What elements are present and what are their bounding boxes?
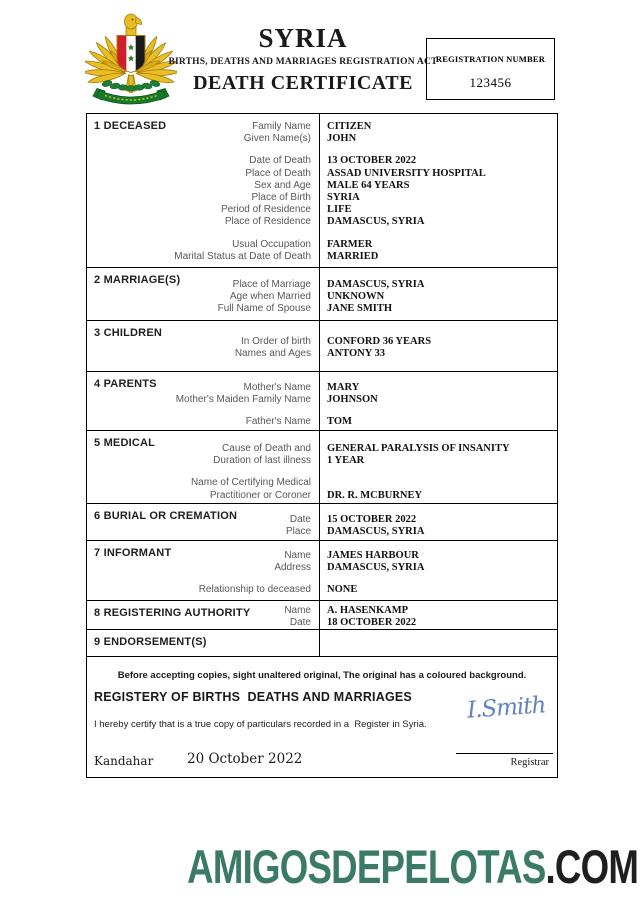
field-value: ASSAD UNIVERSITY HOSPITAL <box>327 167 486 179</box>
section-lines <box>87 336 557 360</box>
field-row <box>87 180 557 192</box>
field-row <box>87 303 557 315</box>
field-value <box>319 477 557 489</box>
section-title: 9 ENDORSEMENT(S) <box>94 636 207 648</box>
field-value: LIFE <box>327 204 352 216</box>
field-label: Period of Residence <box>220 204 311 216</box>
field-label: Usual Occupation <box>232 238 311 250</box>
field-value: JAMES HARBOUR <box>327 550 419 561</box>
field-value: SYRIA <box>327 192 360 204</box>
field-row <box>87 443 557 455</box>
field-label: Place of Death <box>245 167 311 179</box>
certificate-section <box>87 431 557 504</box>
field-row <box>87 168 557 180</box>
field-value: DAMASCUS, SYRIA <box>327 562 425 574</box>
field-label: Place of Marriage <box>232 279 311 290</box>
registrar-label: Registrar <box>510 757 549 768</box>
certificate-section <box>87 268 557 321</box>
document-title: DEATH CERTIFICATE <box>193 72 413 94</box>
field-value: GENERAL PARALYSIS OF INSANITY <box>327 443 510 454</box>
watermark <box>187 840 638 893</box>
field-row <box>87 382 557 394</box>
field-value: 13 OCTOBER 2022 <box>327 155 417 167</box>
field-value: TOM <box>327 416 352 428</box>
field-row <box>87 526 557 538</box>
field-row <box>87 416 557 428</box>
registration-number-label: REGISTRATION NUMBER <box>435 54 546 64</box>
field-value: JOHN <box>327 133 357 145</box>
field-row <box>87 204 557 216</box>
field-row <box>87 477 557 489</box>
certificate-section <box>87 601 557 630</box>
field-value: 1 YEAR <box>327 455 365 467</box>
field-value: 15 OCTOBER 2022 <box>327 514 417 525</box>
field-row <box>87 251 557 263</box>
field-value: JOHNSON <box>327 394 378 406</box>
field-value: A. HASENKAMP <box>327 605 409 616</box>
field-value: FARMER <box>327 238 373 250</box>
field-label: Date <box>289 617 311 629</box>
registration-number-box <box>426 38 555 100</box>
certificate-section <box>87 321 557 372</box>
field-value: DAMASCUS, SYRIA <box>327 279 425 290</box>
field-label: Place of Birth <box>251 192 311 204</box>
field-label: In Order of birth <box>240 336 311 347</box>
field-value: JANE SMITH <box>327 303 393 315</box>
section-title: 2 MARRIAGE(S) <box>94 274 181 286</box>
field-label: Name <box>284 605 311 616</box>
field-label: Name <box>284 550 311 561</box>
field-label: Full Name of Spouse <box>217 303 311 315</box>
field-label: Given Name(s) <box>243 133 311 145</box>
field-label: Cause of Death and <box>222 443 311 454</box>
certificate-section <box>87 504 557 541</box>
issue-place: Kandahar <box>94 754 154 768</box>
field-value: DAMASCUS, SYRIA <box>327 526 425 538</box>
certify-text: I hereby certify that is a true copy of particulars recorded in a Register in Syria. <box>94 719 427 730</box>
registrar-signature: I.Smith <box>465 692 546 724</box>
field-label: Age when Married <box>229 291 311 303</box>
field-label: Mother's Maiden Family Name <box>175 394 311 406</box>
field-label: Family Name <box>252 121 311 132</box>
section-title: 3 CHILDREN <box>94 327 163 339</box>
field-value: DAMASCUS, SYRIA <box>327 216 425 228</box>
footer-box <box>86 657 558 778</box>
section-title: 5 MEDICAL <box>94 437 156 449</box>
registration-number-value: 123456 <box>469 75 512 90</box>
certificate-section <box>87 372 557 431</box>
field-spacer <box>87 574 557 584</box>
field-value: MARRIED <box>327 250 379 262</box>
field-spacer <box>87 229 557 239</box>
field-row <box>87 348 557 360</box>
field-value: 18 OCTOBER 2022 <box>327 617 417 629</box>
field-value: CONFORD 36 YEARS <box>327 336 432 347</box>
field-value: CITIZEN <box>327 121 372 132</box>
field-row <box>87 562 557 574</box>
field-label: Name of Certifying Medical <box>190 477 311 489</box>
field-row <box>87 192 557 204</box>
certificate-table <box>86 113 558 657</box>
field-value: NONE <box>327 584 358 596</box>
field-label: Father's Name <box>245 416 311 428</box>
copy-notice: Before accepting copies, sight unaltered original, The original has a coloured background. <box>117 670 527 681</box>
certificate-section <box>87 630 557 656</box>
section-lines <box>87 121 557 263</box>
field-row <box>87 584 557 596</box>
field-row <box>87 455 557 467</box>
section-title: 4 PARENTS <box>94 378 157 390</box>
certificate-section <box>87 114 557 268</box>
field-row <box>87 133 557 145</box>
certificate-section <box>87 541 557 601</box>
section-lines <box>87 382 557 429</box>
field-spacer <box>87 467 557 477</box>
act-subtitle: BIRTHS, DEATHS AND MARRIAGES REGISTRATION ACT <box>168 57 438 67</box>
section-title: 1 DECEASED <box>94 120 167 132</box>
watermark-tld: .COM <box>545 840 638 893</box>
field-label: Marital Status at Date of Death <box>174 250 311 262</box>
section-title: 8 REGISTERING AUTHORITY <box>94 607 251 619</box>
field-row <box>87 490 557 502</box>
field-label: Duration of last illness <box>213 455 311 467</box>
field-label: Place <box>285 526 311 538</box>
section-title: 7 INFORMANT <box>94 547 172 559</box>
field-value: MARY <box>327 382 360 393</box>
field-label: Sex and Age <box>254 179 311 191</box>
section-title: 6 BURIAL OR CREMATION <box>94 510 238 522</box>
field-label: Date <box>289 514 311 525</box>
field-row <box>87 155 557 167</box>
field-row <box>87 617 557 629</box>
country-title: SYRIA <box>258 23 348 53</box>
field-label: Place of Residence <box>224 216 311 228</box>
signature-line <box>456 753 553 754</box>
field-label: Names and Ages <box>234 348 311 360</box>
field-row <box>87 239 557 251</box>
field-value: MALE 64 YEARS <box>327 179 410 191</box>
watermark-site: AMIGOSDEPELOTAS <box>187 840 546 893</box>
field-spacer <box>87 145 557 155</box>
field-row <box>87 216 557 228</box>
field-row <box>87 291 557 303</box>
field-value: UNKNOWN <box>327 291 385 303</box>
header-title-block <box>158 24 448 95</box>
field-label: Mother's Name <box>243 382 311 393</box>
field-value: ANTONY 33 <box>327 348 386 360</box>
field-row <box>87 394 557 406</box>
field-value: DR. R. MCBURNEY <box>327 489 423 501</box>
field-label: Relationship to deceased <box>198 584 311 596</box>
issue-date: 20 October 2022 <box>187 751 303 767</box>
field-label: Address <box>274 562 311 574</box>
field-label: Practitioner or Coroner <box>209 489 311 501</box>
registry-title: REGISTERY OF BIRTHS DEATHS AND MARRIAGES <box>94 690 412 704</box>
section-lines <box>87 443 557 502</box>
field-label: Date of Death <box>249 155 311 167</box>
field-spacer <box>87 406 557 416</box>
